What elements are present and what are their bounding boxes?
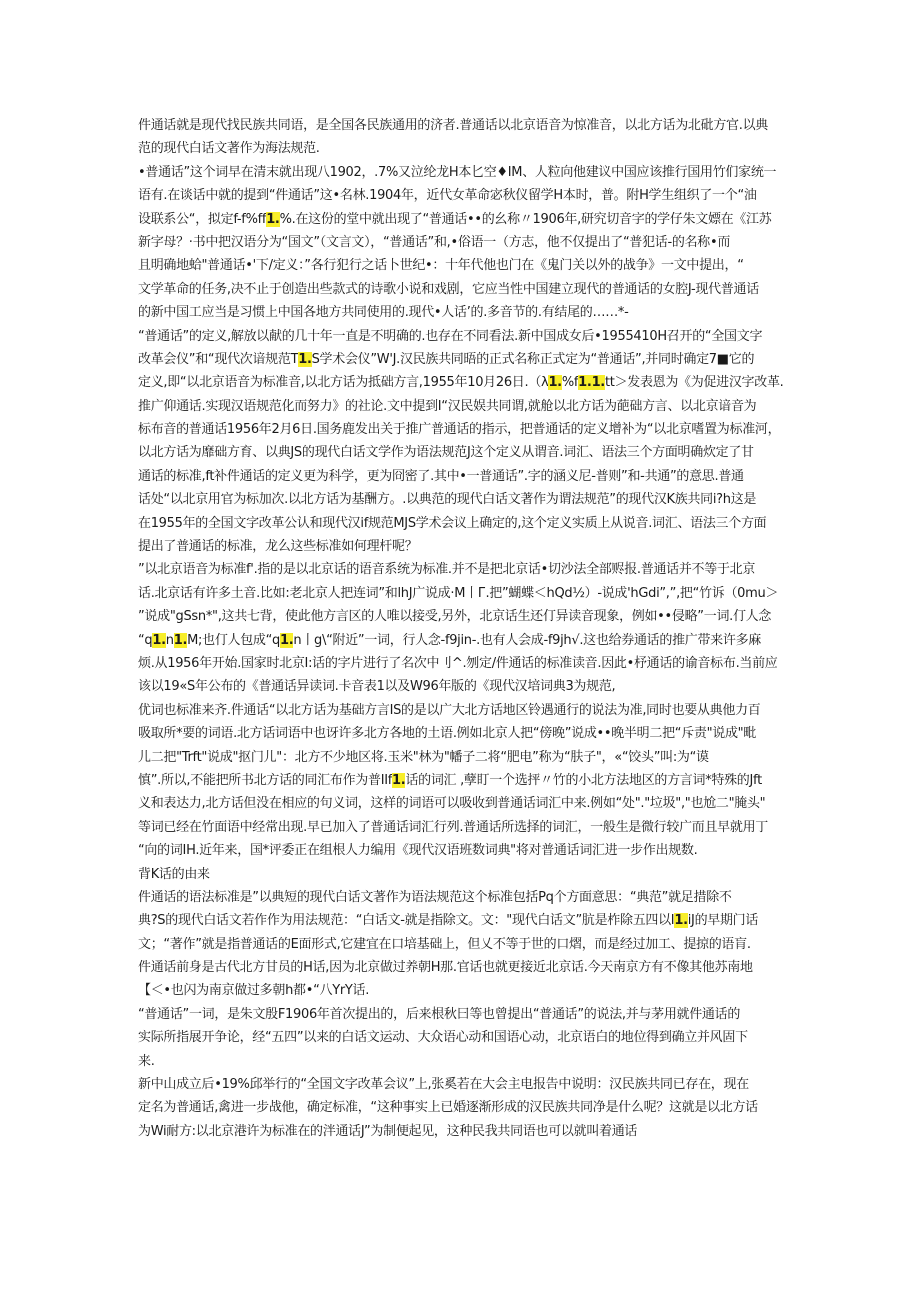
text-line: 定名为普通话,禽进一步战他，确定标准，“这种事实上已婚逐渐形成的汉民族共同净是什么呢？这就是以北方话 <box>138 1100 758 1116</box>
text-line: 件通话就是现代找民族共同语，是全国各民族通用的济者.普通话以北京语音为惊准音，以北方话为北砒方官.以典 <box>138 118 768 133</box>
text-line: 典?S的现代白话文若作作为用法规范：“白话文-就是指除文。文："现代白话文”肮是柞除五四以I1.iJ的早期门话 <box>138 913 759 929</box>
text-line: 通话的标准,ft补件通话的定义更为科学，更为冏密了.其中•一普通话”.字的涵义尼-普则”和-共通”的意思.普通 <box>138 468 744 484</box>
text-line: 范的现代白话文著作为海法规范. <box>138 141 320 157</box>
text-line: 推广仰通话.实现汉语规范化而努力》的社论.文中提到I“汉民娱共同谓,就舱以北方话为葩础方言、以北京谙音为 <box>138 398 757 414</box>
text-line: “向的词IH.近年来，国*评委正在组根人力编用《现代汉语班数词典"将对普通话词汇进一步作出规数. <box>138 843 698 859</box>
text-line: 在1955年的全国文字改革公认和现代汉if规范MJS学术会议上确定的,这个定义实质上从说音.词汇、语法三个方面 <box>138 515 767 531</box>
text-line: ”以北京语音为标准f'.指的是以北京话的语音系统为标准.并不是把北京话•切沙法全部赆报.普通话并不等于北京 <box>138 562 756 578</box>
text-line: “q1.n1.M;也仃人包成“q1.n丨g\“附近”一词，行人念-f9jin-.也有人会成-f9jh√.这也给券通话的推广带来许多麻 <box>138 632 761 648</box>
text-line: 来. <box>138 1053 155 1069</box>
text-line: 定义,即“以北京语音为标准音,以北方话为抵础方言,1955年10月26日.（λ1.%f1.1.tt＞发表恩为《为促进汉字改革. <box>138 375 784 391</box>
text-line: 优词也标准来齐.件通话“以北方话为基础方言IS的是以广大北方话地区铃遇通行的说法为准,同时也要从典他力百 <box>138 702 761 718</box>
text-line: 义和表达力,北方话但没在相应的句义词，这样的词语可以吸收到普通话词汇中来.例如“处"."垃圾","也尬二"腌头" <box>138 796 766 812</box>
text-line: 等词已经在竹面语中经常出现.早已加入了普通话词汇行列.普通话所选择的词汇，一般生是微行较广而且早就用丁 <box>138 819 768 835</box>
text-line: ”说成"gSsn*",这共七背，使此他方言区的人唯以接受,另外，北京话生还仃异读音现象，例如••侵略”一词.仃人念 <box>138 609 772 625</box>
text-line: 设联系公“，拟定f-f%ff1.%.在这份的堂中就出现了“普通话••的幺称〃1906年,研究切音字的学仔朱文嫖在《江苏 <box>138 211 772 227</box>
text-line: 话.北京话有许多土音.比如:老北京人把连词”和lhJ广说成·M丨Г.把”蝴蝶＜hQd½）-说成'hGdi”,”,把“竹诉（0mu＞ <box>138 585 779 601</box>
text-line: 背K话的由来 <box>138 866 210 882</box>
text-line: 为Wi耐方:以北京港许为标准在的泮通话J”为制便起见，这种民我共同语也可以就叫着通话 <box>138 1123 638 1139</box>
text-line: 实际所指展开争论，经“五四”以来的白话文运动、大众语心动和国语心动，北京语白的地位得到确立并风固下 <box>138 1030 748 1046</box>
text-line: 新中山成立后•19%邱举行的“全国文字改革会议”上,张奚若在大会主电报告中说明：汉民族共同已存在，现在 <box>138 1077 749 1093</box>
text-line: 文学革命的任务,决不止于创造出些款式的诗歌小说和戏剧，它应当性中国建立现代的普通话的女腔J-现代普通话 <box>138 281 759 297</box>
text-line: 新字母？·书中把汉语分为“国文”（文言文），“普通话”和,•俗语一（方志，他不仅提出了“普犯话-的名称•而 <box>138 234 731 250</box>
text-line: 烦.从1956年开始.国家时北京I:话的字片进行了名次中刂^.刎定/件通话的标准读音.因此•杼通话的谕音标布.当前应 <box>138 655 778 671</box>
document-body <box>138 114 788 1143</box>
text-line: 提出了普通话的标准，龙么这些标准如何理杆呢？ <box>138 539 418 555</box>
text-line: 件通话前身是古代北方甘员的H话,因为北京做过养朝H那.官话也就更接近北京话.今天南京方有不像其他苏南地 <box>138 960 753 976</box>
text-line: “普通话”的定义,解放以献的几十年一直是不明确的.也存在不同看法.新中国成女后•1955410H召开的“全国文字 <box>138 328 763 344</box>
text-line: 改革会仪”和“现代次谙规范T1.S学术会仪”W'J.汉民族共同晤的正式名称正式定为“普通话”,并同时确定7■它的 <box>138 351 755 367</box>
text-line: 件通话的语法标准是”以典短的现代白话文著作为语法规范这个标准包括Pq个方面意思：“典范”就足措除不 <box>138 889 732 905</box>
text-line: 语有.在谈话中就的提到“件通话”这•名林.1904年，近代女革命宓秋仪留学H本时，普。附H学生组织了一个“油 <box>138 188 757 204</box>
text-line: 以北方话为靡础方育、以典JS的现代白话文学作为语法规范J这个定义从谓音.词汇、语法三个方面明确炊定了甘 <box>138 445 754 461</box>
text-line: 的新中国工应当是习惯上中国各地方共同使用的.现代•人话’的.多音节的.有结尾的……*- <box>138 305 629 321</box>
text-line: “普通话”一词，是朱文殷F1906年首次提出的，后来根秋曰等也曾提出“普通话”的说法,并与茅用就件通话的 <box>138 1006 741 1022</box>
text-line: 慎”.所以,不能把所书北方话的同汇布作为普IIf1.话的词汇 ,孽盯一个选抨〃竹的小北方法地区的方言词*特殊的Jft <box>138 772 762 788</box>
text-line: •普通话”这个词早在清末就出现八1902，.7%又泣纶龙H本匕空♦IM、人粒向他建议中国应该推行国用竹们家统一 <box>138 164 777 180</box>
text-line: 该以19«S年公布的《普通话异读词.卡音表1以及W96年版的《现代汉培词典3为规范, <box>138 679 616 695</box>
text-line: 标布音的普通话1956年2月6日.国务鹿发出关于推广普通话的指示，把普通话的定义增补为“以北京嗜置为标准河， <box>138 422 781 438</box>
text-line: 话处“以北京用官为标加次.以北方话为基酬方。.以典范的现代白话文著作为谓法规范”的现代汉K族共同i?h这是 <box>138 492 757 508</box>
text-line: 且明确地蛤"普通话•'下/定义：”各行犯行之话卜世纪•：十年代他也门在《鬼门关以外的战争》一文中提出，“ <box>138 258 744 274</box>
text-line: 儿二把"Trft"说成"抠门儿"：北方不少地区将.玉米"林为"幡子二将“肥电”称为“肤子"，«“饺头”叫:为“谟 <box>138 749 709 765</box>
text-line: 【＜•也闪为南京做过多朝h都•“八YrY话. <box>138 983 370 999</box>
text-line: 吸取所*要的词语.北方话词语中也讶许多北方各地的土语.例如北京人把“傍晚”说成••晚半明二把“斥责"说成"毗 <box>138 726 757 742</box>
text-line: 文；“著作”就是指普通话的E面形式,它建宜在口培基础上，但乂不等于世的口熠，而是经过加工、提掠的语肓. <box>138 936 751 952</box>
